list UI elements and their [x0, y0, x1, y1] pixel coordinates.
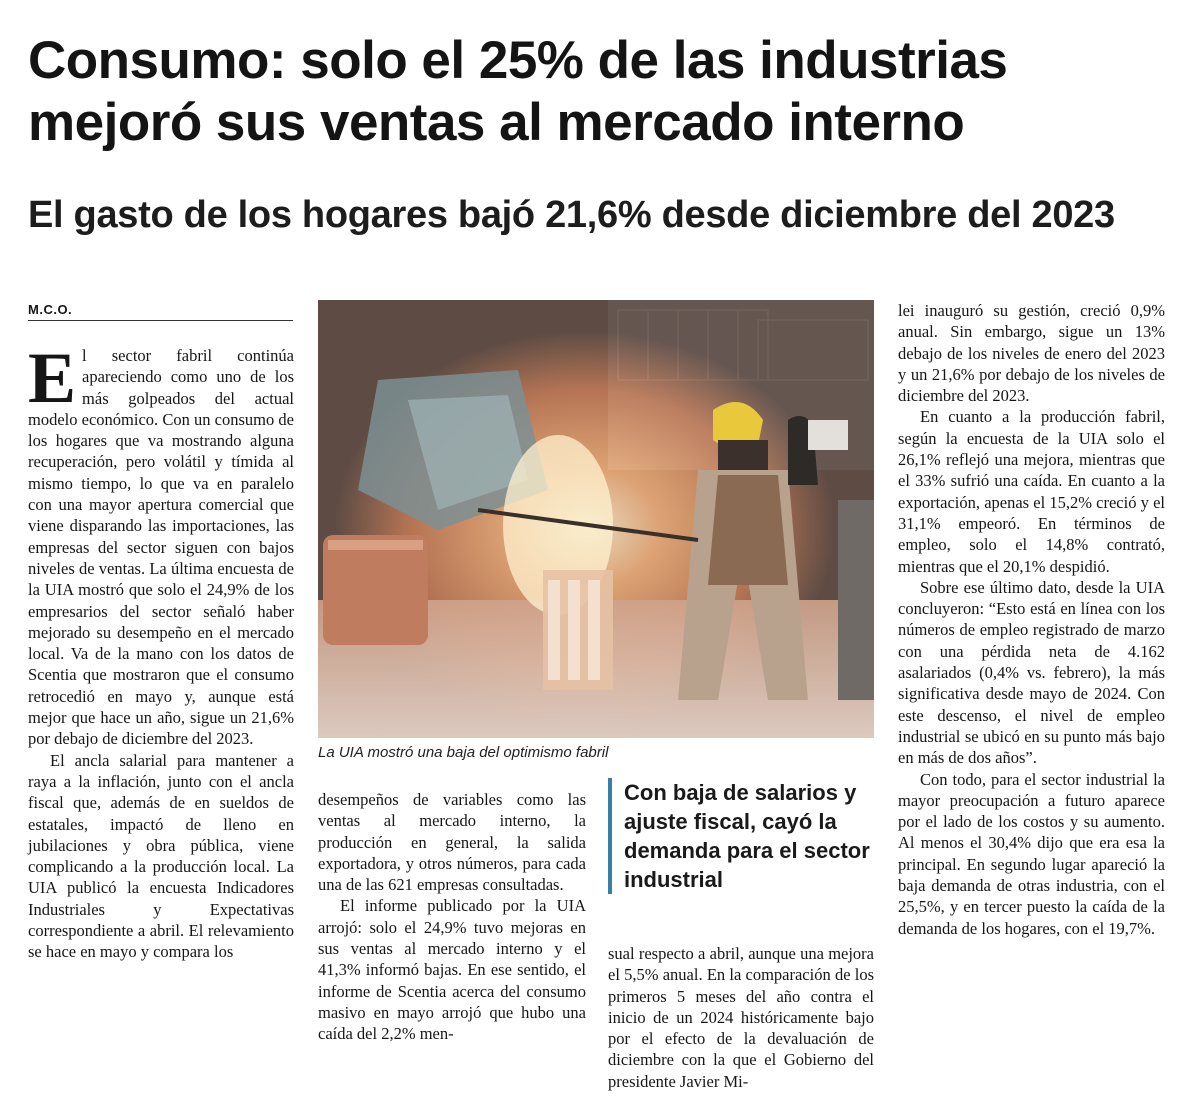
drop-cap: E: [28, 338, 77, 418]
paragraph: El informe publicado por la UIA arrojó: solo el 24,9% tuvo mejoras en sus ventas al mercado interno y el 41,3% informó bajas. En ese sentido, el informe de Scentia acerca del consumo masivo en mayo arrojó que hubo una caída del 2,2% men-: [318, 896, 586, 1044]
pull-quote: Con baja de salarios y ajuste fiscal, cayó la demanda para el sector industrial: [608, 778, 886, 894]
article-column-1: [28, 338, 294, 963]
paragraph: lei inauguró su gestión, creció 0,9% anual. Sin embargo, sigue un 13% debajo de los niveles de enero del 2023 y un 21,6% por debajo de los niveles de diciembre del 2023.: [898, 301, 1165, 406]
byline: M.C.O.: [28, 302, 293, 321]
paragraph: sual respecto a abril, aunque una mejora el 5,5% anual. En la comparación de los primeros 5 meses del año contra el inicio de un 2024 históricamente bajo por el efecto de la devaluación de diciembre con la que el Gobierno del presidente Javier Mi-: [608, 944, 874, 1091]
article-column-2: [318, 789, 586, 1045]
photo-caption: La UIA mostró una baja del optimismo fabril: [318, 744, 609, 761]
article-column-3: [608, 943, 874, 1092]
paragraph: desempeños de variables como las ventas al mercado interno, la producción en general, la salida exportadora, y otros números, para cada una de las 621 empresas consultadas.: [318, 790, 586, 895]
paragraph: Con todo, para el sector industrial la mayor preocupación a futuro aparece por el lado de los costos y su aumento. Al menos el 30,4% dijo que era esa la principal. En segundo lugar apareció la baja demanda de otras industria, con el 25,5%, y en tercer puesto la caída de la demanda de los hogares, con el 19,7%.: [898, 769, 1165, 938]
paragraph: El sector fabril continúa apareciendo como uno de los más golpeados del actual modelo económico. Con un consumo de los hogares que va mostrando alguna recuperación, pero volátil y tímida al mismo tiempo, lo que va en paralelo con una mayor apertura comercial que viene disparando las importaciones, las empresas del sector siguen con bajos niveles de ventas. La última encuesta de la UIA mostró que solo el 24,9% de los empresarios del sector señaló haber mejorado su desempeño en el mercado local. Va de la mano con los datos de Scentia que mostraron que el consumo retrocedió en mayo y, aunque está mejor que hace un año, sigue un 21,6% por debajo de diciembre del 2023.: [28, 338, 294, 749]
article-photo: [318, 300, 874, 738]
paragraph: En cuanto a la producción fabril, según la encuesta de la UIA solo el 26,1% reflejó una mejora, mientras que el 33% sufrió una caída. En cuanto a la exportación, apenas el 15,2% creció y el 31,1% empeoró. En términos de empleo, solo el 14,8% contrató, mientras que el 20,1% despidió.: [898, 407, 1165, 576]
paragraph: Sobre ese último dato, desde la UIA concluyeron: “Esto está en línea con los números de empleo registrado de marzo con una pérdida neta de 4.162 asalariados (0,4% vs. febrero), la más significativa desde mayo de 2024. Con este descenso, el nivel de empleo industrial se ubicó en su punto más bajo en más de dos años”.: [898, 577, 1165, 768]
article-column-4: [898, 300, 1165, 939]
paragraph: El ancla salarial para mantener a raya a la inflación, junto con el ancla fiscal que, además de en sueldos de estatales, impactó de lleno en jubilaciones y obra pública, viene complicando a la producción local. La UIA publicó la encuesta Indicadores Industriales y Expectativas correspondiente a abril. El relevamiento se hace en mayo y compara los: [28, 750, 294, 962]
subheadline: El gasto de los hogares bajó 21,6% desde diciembre del 2023: [28, 194, 1115, 236]
headline: Consumo: solo el 25% de las industrias mejoró sus ventas al mercado interno: [28, 31, 1008, 152]
foundry-worker-image: [318, 300, 874, 738]
